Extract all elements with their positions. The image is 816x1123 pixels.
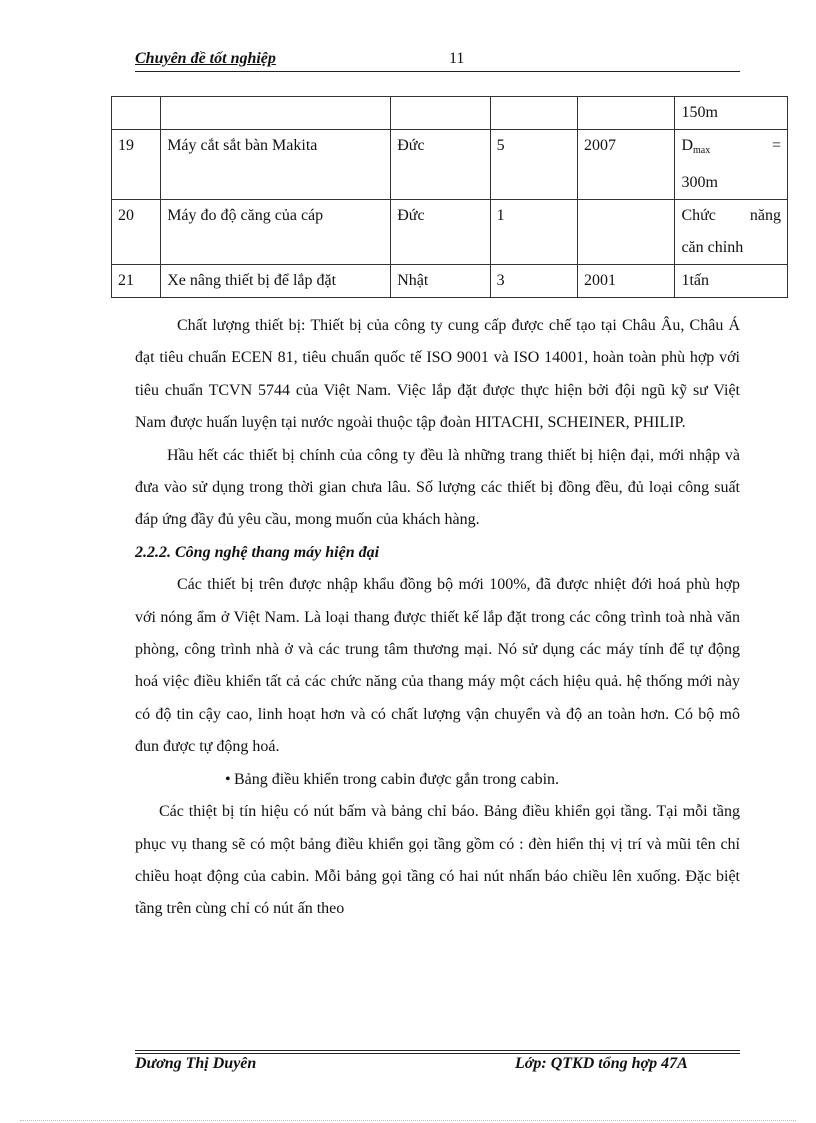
cell-no — [112, 97, 161, 130]
page-number: 11 — [449, 50, 465, 67]
cell-qty: 3 — [490, 265, 577, 298]
body-text — [135, 310, 740, 926]
page-header — [135, 50, 740, 72]
footer-class: Lớp: QTKD tổng hợp 47A — [515, 1055, 688, 1072]
table-row — [112, 265, 788, 298]
cell-name: Máy cắt sắt bàn Makita — [161, 130, 391, 200]
spec-line — [681, 130, 781, 167]
cell-spec — [675, 265, 788, 298]
section-heading: 2.2.2. Công nghệ thang máy hiện đại — [135, 543, 380, 561]
cell-year: 2001 — [578, 265, 675, 298]
paragraph: Các thiệt bị tín hiệu có nút bấm và bảng chỉ báo. Bảng điều khiển gọi tầng. Tại mỗi tầng phục vụ thang sẽ có một bảng điều khiển gọi tầng gồm có : đèn hiển thị vị trí và mũi tên chỉ chiều hoạt động của cabin. Mỗi bảng gọi tầng có hai nút nhấn báo chiều lên xuống. Đặc biệt tầng trên cùng chỉ có nút ấn theo — [135, 803, 740, 918]
bullet-item — [135, 764, 740, 796]
cell-no: 19 — [112, 130, 161, 200]
cell-origin: Nhật — [391, 265, 490, 298]
cell-spec — [675, 97, 788, 130]
cell-name — [161, 97, 391, 130]
table-row — [112, 130, 788, 200]
footer-rule — [135, 1050, 740, 1051]
cell-spec — [675, 200, 788, 265]
paragraph: Các thiết bị trên được nhập khẩu đồng bộ mới 100%, đã được nhiệt đới hoá phù hợp với nóng ẩm ở Việt Nam. Là loại thang được thiết kế lắp đặt trong các công trình toà nhà văn phòng, công trình nhà ở và các trung tâm thương mại. Nó sử dụng các máy tính để tự động hoá việc điều khiển tất cả các chức năng của thang máy một cách hiệu quả. hệ thống mới này có độ tin cậy cao, linh hoạt hơn và có chất lượng vận chuyển và độ an toàn hơn. Có bộ mô đun được tự động hoá. — [135, 576, 740, 756]
footer-author: Dương Thị Duyên — [135, 1055, 257, 1072]
cell-no: 21 — [112, 265, 161, 298]
spec-text: 150m — [681, 104, 718, 121]
spec-dmax — [681, 130, 710, 167]
cell-origin — [391, 97, 490, 130]
cell-origin: Đức — [391, 200, 490, 265]
spec-text: 1tấn — [681, 272, 709, 289]
cell-name: Xe nâng thiết bị để lắp đặt — [161, 265, 391, 298]
paragraph: Chất lượng thiết bị: Thiết bị của công ty cung cấp được chế tạo tại Châu Âu, Châu Á đạt tiêu chuẩn ECEN 81, tiêu chuẩn quốc tế ISO 9001 và ISO 14001, hoàn toàn phù hợp với tiêu chuẩn TCVN 5744 của Việt Nam. Việc lắp đặt được thực hiện bởi đội ngũ kỹ sư Việt Nam được huấn luyện tại nước ngoài thuộc tập đoàn HITACHI, SCHEINER, PHILIP. — [135, 317, 740, 432]
spec-eq: = — [771, 137, 781, 154]
spec-line2: 300m — [681, 174, 718, 191]
equipment-table — [111, 96, 788, 298]
cell-qty — [490, 97, 577, 130]
table-row — [112, 97, 788, 130]
footer-rule — [135, 1053, 740, 1054]
cell-qty: 5 — [490, 130, 577, 200]
header-rule — [135, 71, 740, 72]
spec-sub: max — [693, 145, 711, 156]
paragraph: Hầu hết các thiết bị chính của công ty đều là những trang thiết bị hiện đại, mới nhập và đưa vào sử dụng trong thời gian chưa lâu. Số lượng các thiết bị đồng đều, đủ loại công suất đáp ứng đầy đủ yêu cầu, mong muốn của khách hàng. — [135, 446, 740, 529]
spec-line2: căn chỉnh — [681, 239, 744, 256]
cell-year — [578, 200, 675, 265]
bullet-text: Bảng điều khiển trong cabin được gắn trong cabin. — [234, 770, 560, 788]
page-edge — [20, 1120, 796, 1121]
spec-d: D — [681, 137, 694, 154]
cell-no: 20 — [112, 200, 161, 265]
header-title: Chuyên đề tốt nghiệp — [135, 50, 276, 67]
cell-year: 2007 — [578, 130, 675, 200]
table-row — [112, 200, 788, 265]
cell-spec — [675, 130, 788, 200]
spec-line: Chức năng — [681, 207, 781, 224]
cell-name: Máy đo độ căng của cáp — [161, 200, 391, 265]
cell-year — [578, 97, 675, 130]
bullet-icon: • — [225, 770, 231, 788]
cell-qty: 1 — [490, 200, 577, 265]
cell-origin: Đức — [391, 130, 490, 200]
